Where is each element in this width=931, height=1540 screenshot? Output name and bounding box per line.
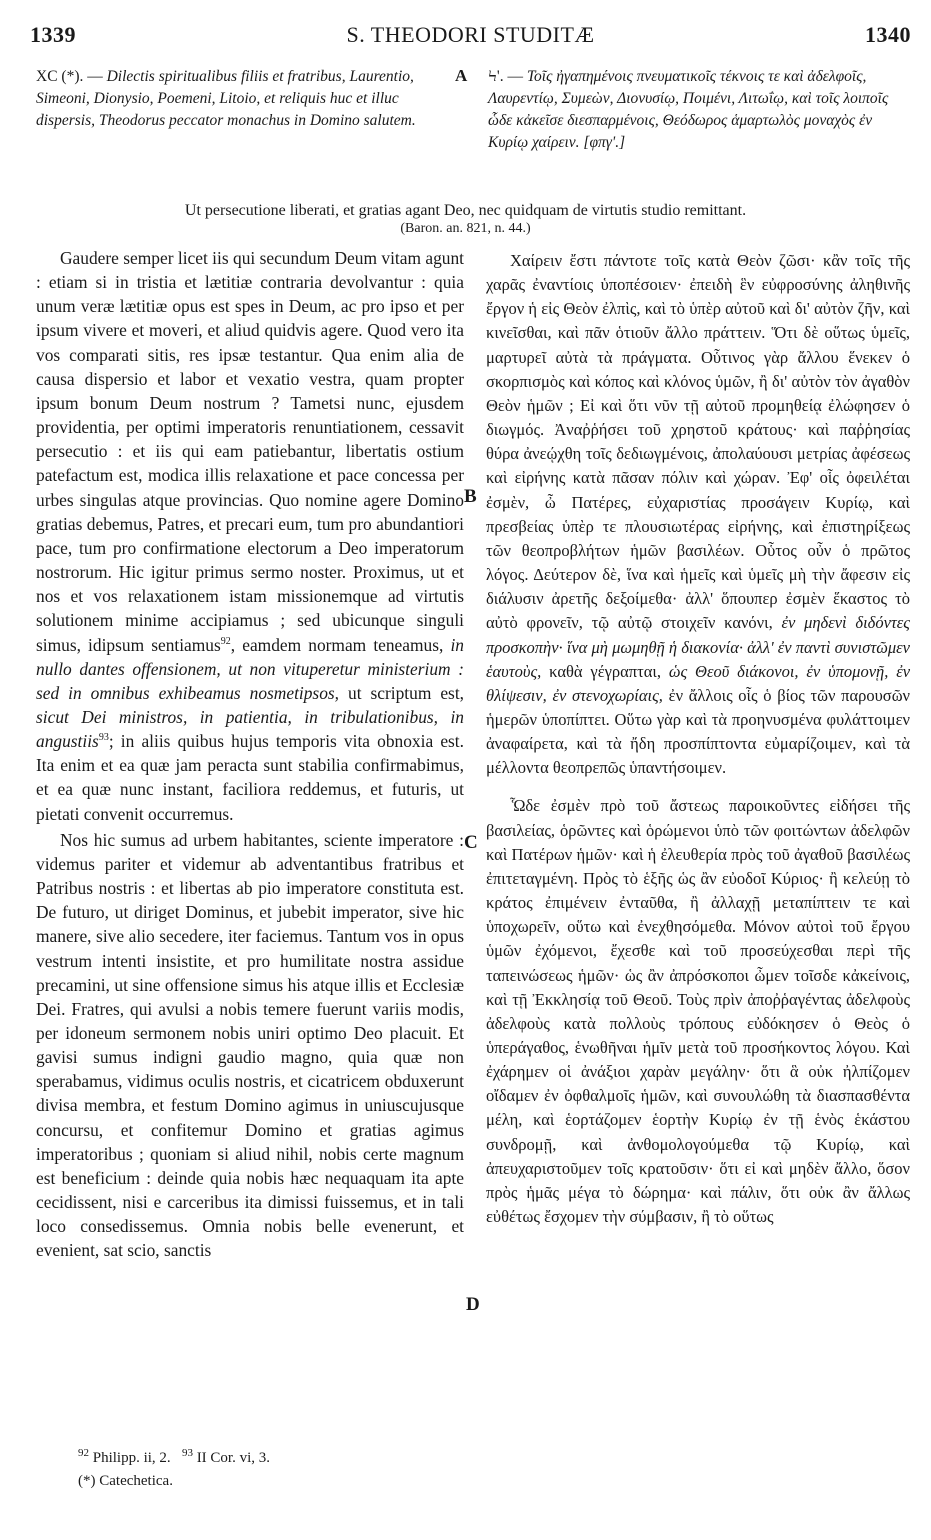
margin-letter-a: A [455,66,468,85]
greek-p1-quote-2: ὡς Θεοῦ διάκονοι, ἐν ὑπομονῇ, ἐν θλίψεσιν, ἐν στενοχωρίαις, [486,661,911,705]
footnote-ref-93: 93 [98,732,109,744]
latin-letter-number: XC (*). — [36,68,103,85]
greek-heading [488,66,913,154]
greek-letter-number: Ϟ'. — [488,68,523,85]
summary-reference: (Baron. an. 821, n. 44.) [400,221,531,236]
greek-paragraph-1 [486,249,910,780]
summary [60,202,871,238]
greek-p1-quote-1: ἐν μηδενὶ διδόντες προσκοπὴν· ἵνα μὴ μωμηθῇ ἡ διακονία· ἀλλ' ἐν παντὶ συνιστῶμεν ἑαυτοὺς, [486,613,911,681]
latin-column [36,246,464,1263]
footnote-ref-92: 92 [220,635,231,647]
latin-p1-quote-1: in nullo dantes offensionem, ut non vituperetur ministerium : sed in omnibus exhibeamus nosmetipsos, [36,634,464,703]
page-number-right: 1340 [865,22,911,47]
latin-heading-text: Dilectis spiritualibus filiis et fratribus, Laurentio, Simeoni, Dionysio, Poemeni, Litoio, et reliquis huc et illuc dispersis, Theodorus peccator monachus in Domino salutem. [36,68,416,129]
margin-letter-c: C [464,832,478,853]
footnotes [78,1442,270,1493]
footnote-92-text: Philipp. ii, 2. [92,1450,171,1466]
running-title: S. THEODORI STUDITÆ [346,22,595,47]
running-head [30,22,911,50]
latin-paragraph-1 [36,246,464,826]
greek-column [486,249,910,1229]
greek-p1-text-b: καθὰ γέγραπται, [549,661,661,681]
latin-paragraph-2: Nos hic sumus ad urbem habitantes, sciente imperatore : videmus pariter et videmur ab adventantibus fratribus et Patribus nostris : et libertas ab pio imperatore constituta est. De futuro, ut diriget Dominus, et jubebit imperator, sive hic manere, sive alio secedere, iter faciemus. Tantum vos in opus vestrum intenti insistite, et pro humilitate nostra assidue precamini, ut sine offensione simus his atque illis et Ecclesiæ Dei. Fratres, qui avulsi a nobis temere fuerunt variis modis, per idoneum sermonem nobis uniri optimo Deo placuit. Et gavisi sumus indigni gaudio magno, quia quæ non sperabamus, vidimus oculis nostris, et cicatricem obduxerunt divisa membra, et festum Domino agimus in uniuscujusque concursu, et confitemur Domino et gratias agimus imperatoribus ; quoniam si aliud nihil, nobis certe magnum est beneficium : deinde quia nobis hæc nequaquam ita apte cecidissent, nisi e carceribus ita dimissi fuissemus, et in tali loco consedissemus. Omnia nobis belle evenerunt, et evenient, sat scio, sanctis [36,829,464,1261]
latin-heading [36,66,456,132]
margin-letter-d: D [466,1294,480,1315]
greek-p1-text-c: ἐν ἄλλοις οἷς ὁ βίος τῶν παρουσῶν ἡμερῶν ὑποπίπτει. Οὕτω γὰρ καὶ τὰ προηνυσμένα φυλάττοιμεν ἀναφαίρετα, καὶ τὰ ἤδη προσπίπτοντα εὐμαρίζοιμεν, καὶ τὰ μέλλοντα θεοπρεπῶς ὑπαντήσοιμεν. [486,685,911,778]
footnote-catechetica: (*) Catechetica. [78,1473,173,1489]
latin-p1-quote-2: sicut Dei ministros, in patientia, in tribulationibus, in angustiis [36,706,464,752]
footnote-92-number: 92 [78,1447,89,1459]
greek-heading-text: Τοῖς ἠγαπημένοις πνευματικοῖς τέκνοις τε καὶ ἀδελφοῖς, Λαυρεντίῳ, Συμεὼν, Διονυσίῳ, Ποιμένι, Λιτωΐῳ, καὶ τοῖς λοιποῖς ὧδε κἀκεῖσε διεσπαρμένοις, Θεόδωρος ἁμαρτωλὸς μοναχὸς ἐν Κυρίῳ χαίρειν. [φπγ'.] [488,68,889,151]
summary-text: Ut persecutione liberati, et gratias agant Deo, nec quidquam de virtutis studio remittant. [184,202,747,219]
greek-p1-text-a: Χαίρειν ἔστι πάντοτε τοῖς κατὰ Θεὸν ζῶσι· κἂν τοῖς τῆς χαρᾶς ἐναντίοις ὑποπέσοιεν· ἐπειδὴ ἓν εὐφροσύνης ἀληθινῆς ἔργον ἡ εἰς Θεὸν ἐλπὶς, καὶ τὸ ὑπὲρ αὐτοῦ καὶ δι' αὐτὸν ζῆν, καὶ κινεῖσθαι, καὶ πᾶν ὁτιοῦν ἄλλο πράττειν. Ὅτι δὲ οὕτως ὑμεῖς, μαρτυρεῖ αὐτὰ τὰ πράγματα. Οὗτινος γὰρ ἄλλου ἕνεκεν ὁ σκορπισμὸς καὶ κόπος καὶ κλόνος ὑμῶν, ἢ δι' αὐτὸν τὸν ἀγαθὸν Θεὸν ἡμῶν ; Εἰ καὶ ὅτι νῦν τῇ αὐτοῦ προμηθείᾳ ἐλώφησεν ὁ διωγμός. Ἀναῤῥήσει τοῦ χρηστοῦ κράτους· καὶ παῤῥησίας θύρα ἀνεῴχθη τοῖς δεδιωγμένοις, ἀπολαύουσι μετρίας ἀφέσεως καὶ εἰρήνης κατὰ πᾶσαν πόλιν καὶ χώραν. Ἐφ' οἷς ὀφειλέται ἐσμὲν, ὦ Πατέρες, εὐχαριστίας προσάγειν Κυρίῳ, καὶ πρεσβείας ὑπὲρ τε πλουσιωτέρας εἰρήνης, καὶ ἐπιστηρίξεως τῶν θεοπροβλήτων ἡμῶν βασιλέων. Οὗτος οὖν ὁ πρῶτος λόγος. Δεύτερον δὲ, ἵνα καὶ ἡμεῖς καὶ ὑμεῖς μὴ τὴν ἄφεσιν εἰς διάλυσιν ἀρετῆς δεξοίμεθα· ἀλλ' ὅπουπερ ἐσμὲν ἕκαστος τὸ αὐτὸ φρονεῖν, τῷ αὐτῷ στοιχεῖν κανόνι, [486,251,910,633]
latin-p1-text-c: ut scriptum est, [348,682,464,703]
page-number-left: 1339 [30,22,76,47]
latin-p1-text-b: , eamdem normam teneamus, [230,634,444,655]
footnote-line-1 [78,1442,270,1470]
footnote-93-number: 93 [181,1447,193,1459]
latin-p1-text-d: ; in aliis quibus hujus temporis vita obnoxia est. Ita enim et ea quæ jam peracta sunt stabilia confirmabimus, et ea quæ nunc instant, faciliora reddemus, et futuris, ut pietati convenit occurremus. [36,731,464,824]
latin-p1-text-a: Gaudere semper licet iis qui secundum Deum vitam agunt : etiam si in tristia et lætitiæ contraria devolvantur : quia unum veræ lætitiæ opus est spes in Deum, ac pro ipso et per ipsum vivere et moveri, et aliud quidvis agere. Quod vero ita vos comparati sitis, res ipsæ testantur. Qua enim alia de causa dispersio et labor et vexatio vestra, quam propter ipsum bonum Deum nostrum ? Tametsi nunc, ejusdem providentia, per optimi imperatoris renuntiationem, cessavit persecutio : et iis qui eam patiebantur, libertatis ostium patefactum est, modica illis relaxatione et pace concessa per urbes singulas atque provincias. Quo nomine agere Domino gratias debemus, Patres, et precari eum, tum pro abundantiori pace, tum pro confirmatione electorum a Deo imperatorum nostrorum. Hic igitur primus sermo noster. Proximus, ut et nos et vos relaxationem istam missionemque ad virtutis solutionem minime accipiamus ; sed ubicunque singuli simus, idipsum sentiamus [36,248,464,655]
margin-letter-b: B [464,486,477,507]
footnote-93-text: II Cor. vi, 3. [196,1450,271,1466]
greek-paragraph-2: Ὧδε ἐσμὲν πρὸ τοῦ ἄστεως παροικοῦντες εἰδήσει τῆς βασιλείας, ὁρῶντες καὶ ὁρώμενοι ὑπὸ τῶν φοιτώντων ἀδελφῶν καὶ Πατέρων ἡμῶν· καὶ ἡ ἐλευθερία πρὸς τοῦ ἀγαθοῦ βασιλέως ἐπιτεταγμένη. Πρὸς τὸ ἑξῆς ὡς ἂν εὐοδοῖ Κύριος· ἢ κελεύῃ τὸ κράτος ἐπιμένειν ἐνταῦθα, ἢ ἀλλαχῇ μεταπίπτειν τε καὶ ὑποχωρεῖν, οὕτω καὶ ἐνεχθησόμεθα. Μόνον αὐτοὶ τοῦ ἔργου ὑμῶν ἐχόμενοι, ἔχεσθε καὶ τοῦ προσεύχεσθαι περὶ τῆς ταπεινώσεως ἡμῶν· ὡς ἂν ἀπρόσκοποι ὦμεν τοῖσδε κἀκείνοις, καὶ τῇ Ἐκκλησίᾳ τοῦ Θεοῦ. Τοὺς πρὶν ἀποῤῥαγέντας ἀδελφοὺς ἀδελφοὺς κατὰ πολλοὺς τρόπους εὐδόκησεν ὁ Θεὸς ὁ ὑπεράγαθος, ἑνωθῆναι ἡμῖν μετὰ τοῦ προσήκοντος λόγου. Καὶ ἐχάρημεν οἱ ἀνάξιοι χαρὰν μεγάλην· ὅτι ἃ οὐκ ἠλπίζομεν οἴδαμεν ἐν ὀφθαλμοῖς ἡμῶν, καὶ συνουλώθη τὰ διασπασθέντα μέλη, καὶ ἑορτάζομεν ἑορτὴν Κυρίῳ ἐν τῇ ἑνὸς ἑκάστου συνδρομῇ, καὶ ἀνθομολογούμεθα τῷ Κυρίῳ, καὶ ἀπευχαριστοῦμεν τοῖς κρατοῦσιν· ὅτι εἰ καὶ μηδὲν ἄλλο, ὅσον πρὸς ἡμᾶς μέγα τὸ δώρημα· καὶ πάλιν, ὅτι οὐκ ἂν ἄλλως εὐθέτως ἔσχομεν τὴν σύμβασιν, ἢ τὸ οὕτως [486,796,910,1227]
